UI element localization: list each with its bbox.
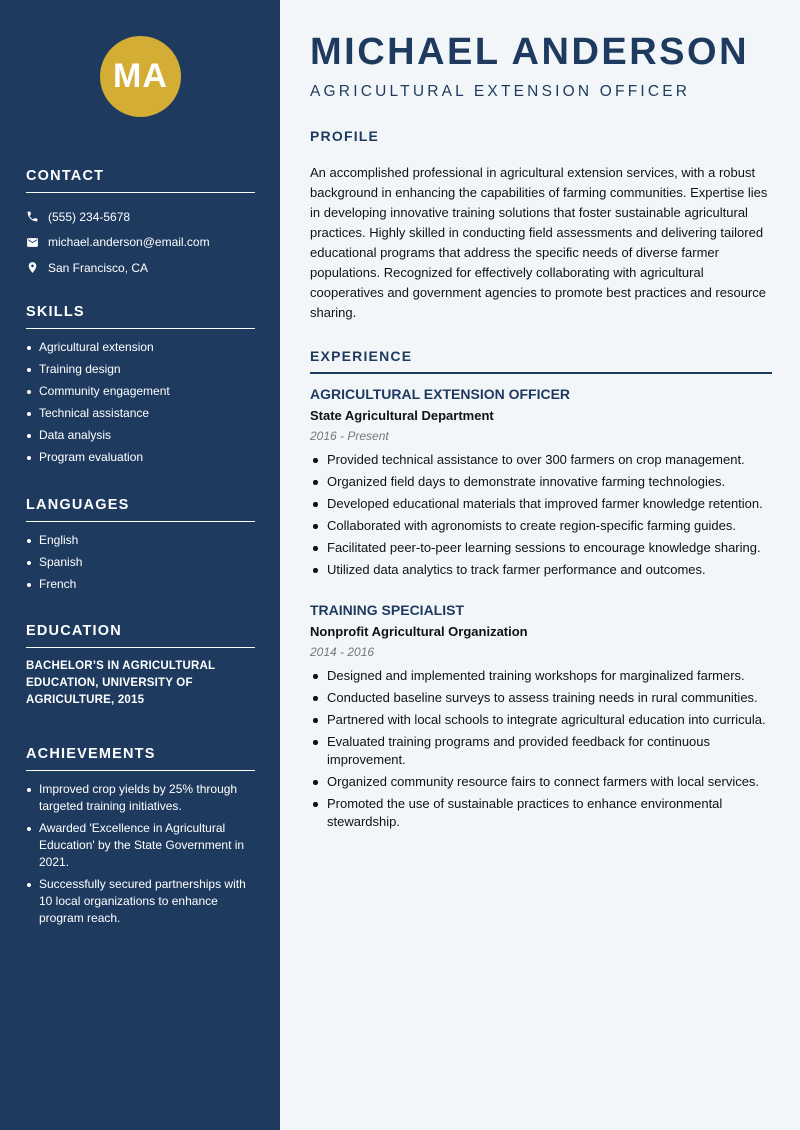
list-item: English	[26, 532, 255, 549]
list-item: Collaborated with agronomists to create region-specific farming guides.	[310, 517, 772, 535]
education-degree: BACHELOR’S IN AGRICULTURAL EDUCATION, UNIVERSITY OF AGRICULTURE, 2015	[26, 660, 215, 706]
email-text: michael.anderson@email.com	[48, 235, 210, 250]
list-item: Facilitated peer-to-peer learning sessions to encourage knowledge sharing.	[310, 539, 772, 557]
list-item: Community engagement	[26, 383, 255, 400]
job-title: AGRICULTURAL EXTENSION OFFICER	[310, 386, 571, 402]
achievements-list	[26, 781, 255, 927]
list-item: Data analysis	[26, 427, 255, 444]
languages-list	[26, 532, 255, 593]
list-item: Developed educational materials that improved farmer knowledge retention.	[310, 495, 772, 513]
languages-title: LANGUAGES	[26, 497, 255, 522]
phone-icon	[26, 210, 39, 223]
list-item: Spanish	[26, 554, 255, 571]
contact-title: CONTACT	[26, 168, 255, 193]
experience-title: EXPERIENCE	[310, 348, 413, 364]
list-item: Agricultural extension	[26, 339, 255, 356]
list-item: Evaluated training programs and provided feedback for continuous improvement.	[310, 733, 772, 769]
contact-location	[26, 255, 255, 281]
phone-text: (555) 234-5678	[48, 209, 131, 224]
email-icon	[26, 236, 39, 249]
job-title: TRAINING SPECIALIST	[310, 602, 465, 618]
list-item: Promoted the use of sustainable practices to enhance environmental stewardship.	[310, 795, 772, 831]
contact-list	[26, 204, 255, 281]
list-item: Program evaluation	[26, 449, 255, 466]
contact-email	[26, 230, 255, 256]
languages-section	[26, 497, 255, 598]
location-pin-icon	[26, 261, 39, 274]
list-item: Awarded 'Excellence in Agricultural Education' by the State Government in 2021.	[26, 820, 255, 871]
avatar: MA	[100, 36, 181, 117]
skills-list	[26, 339, 255, 466]
list-item: Utilized data analytics to track farmer performance and outcomes.	[310, 561, 772, 579]
profile-title: PROFILE	[310, 128, 380, 144]
list-item: Training design	[26, 361, 255, 378]
list-item: Successfully secured partnerships with 10 local organizations to enhance program reach.	[26, 876, 255, 927]
experience-divider	[310, 372, 772, 374]
job-dates: 2014 - 2016	[310, 645, 375, 659]
list-item: Designed and implemented training workshops for marginalized farmers.	[310, 667, 772, 685]
list-item: Organized community resource fairs to connect farmers with local services.	[310, 773, 772, 791]
education-title: EDUCATION	[26, 623, 255, 648]
candidate-role: AGRICULTURAL EXTENSION OFFICER	[310, 83, 691, 100]
job-bullets	[310, 667, 772, 831]
list-item: Improved crop yields by 25% through targeted training initiatives.	[26, 781, 255, 815]
education-section	[26, 623, 255, 709]
sidebar	[0, 0, 280, 1130]
achievements-section	[26, 746, 255, 932]
job-organization: State Agricultural Department	[310, 408, 494, 423]
profile-text: An accomplished professional in agricultural extension services, with a robust background in enhancing the capabilities of farming communities. Expertise lies in developing innovative training solutions that foster sustainable agricultural practices. Highly skilled in conducting field assessments and delivering tailored educational programs that address the specific needs of diverse farmer populations. Recognized for effectively collaborating with agricultural cooperatives and government agencies to promote best practices and resource sharing.	[310, 165, 768, 320]
contact-phone	[26, 204, 255, 230]
contact-section	[26, 168, 255, 281]
skills-section	[26, 304, 255, 471]
list-item: Provided technical assistance to over 300 farmers on crop management.	[310, 451, 772, 469]
job-dates: 2016 - Present	[310, 429, 389, 443]
list-item: Conducted baseline surveys to assess training needs in rural communities.	[310, 689, 772, 707]
location-text: San Francisco, CA	[48, 260, 149, 275]
list-item: Organized field days to demonstrate innovative farming technologies.	[310, 473, 772, 491]
list-item: French	[26, 576, 255, 593]
job-entry	[310, 602, 772, 835]
list-item: Partnered with local schools to integrate agricultural education into curricula.	[310, 711, 772, 729]
list-item: Technical assistance	[26, 405, 255, 422]
achievements-title: ACHIEVEMENTS	[26, 746, 255, 771]
skills-title: SKILLS	[26, 304, 255, 329]
job-bullets	[310, 451, 772, 579]
candidate-name: MICHAEL ANDERSON	[310, 31, 750, 73]
job-entry	[310, 386, 772, 583]
job-organization: Nonprofit Agricultural Organization	[310, 624, 528, 639]
